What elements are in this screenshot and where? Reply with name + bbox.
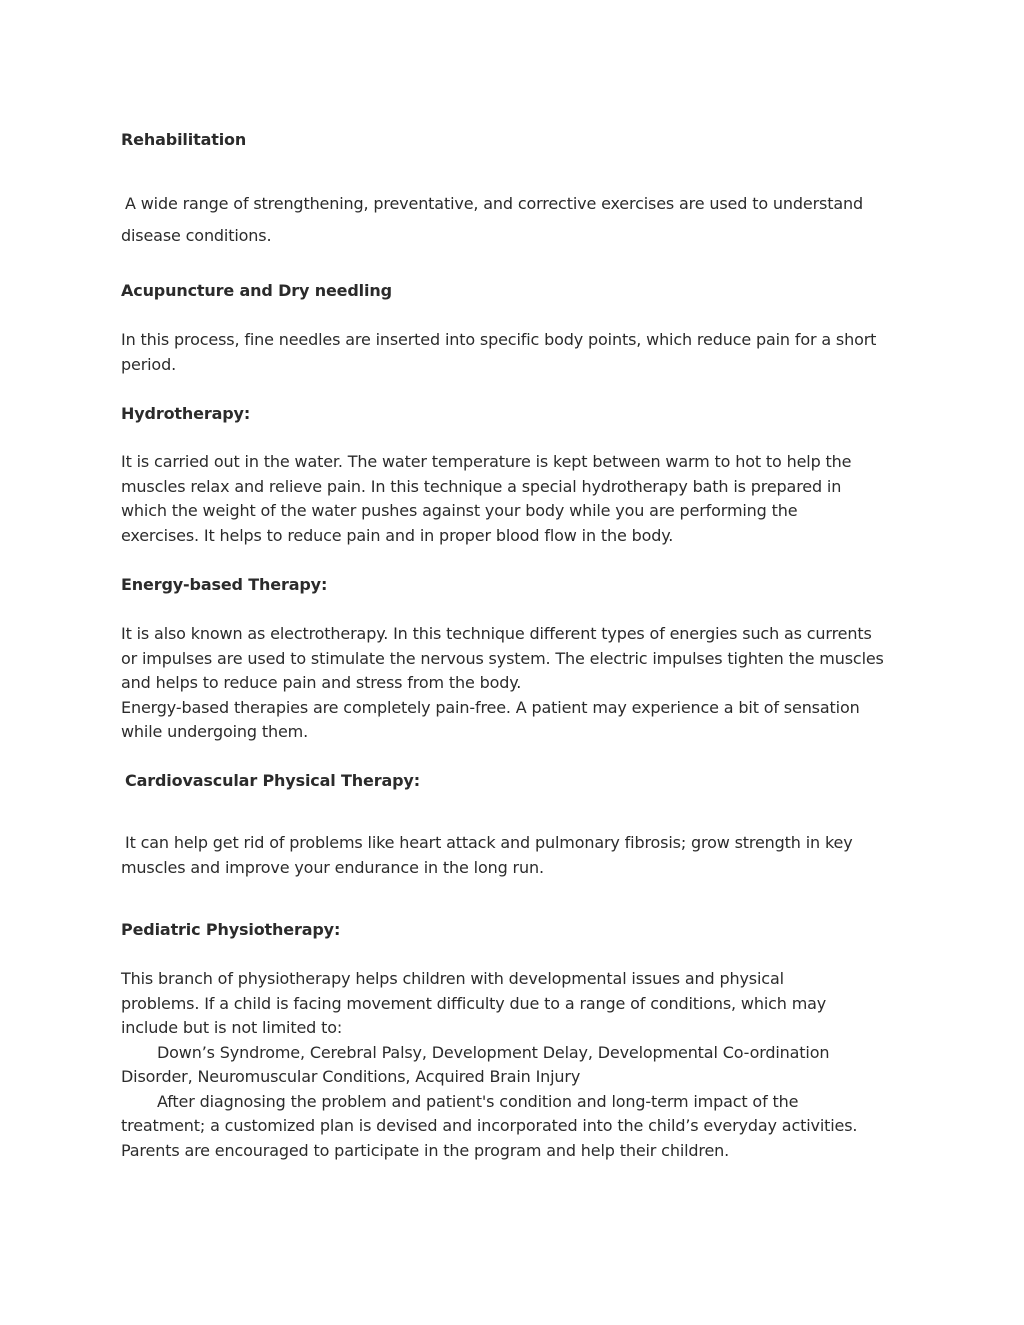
section-body-hydrotherapy xyxy=(121,450,911,548)
section-heading-pediatric-physiotherapy: Pediatric Physiotherapy: xyxy=(121,920,341,939)
section-body-pediatric-physiotherapy xyxy=(121,967,911,1163)
body-line: Disorder, Neuromuscular Conditions, Acquired Brain Injury xyxy=(121,1067,581,1086)
body-line: Energy-based therapies are completely pain-free. A patient may experience a bit of sensation xyxy=(121,697,860,717)
section-heading-cardiovascular-therapy: Cardiovascular Physical Therapy: xyxy=(125,771,420,790)
body-line: muscles and improve your endurance in the long run. xyxy=(121,857,544,877)
body-line: disease conditions. xyxy=(121,226,272,245)
section-body-acupuncture xyxy=(121,328,911,377)
body-line: It is also known as electrotherapy. In this technique different types of energies such as currents xyxy=(121,624,872,643)
body-line: In this process, fine needles are inserted into specific body points, which reduce pain for a short xyxy=(121,330,877,349)
body-line: while undergoing them. xyxy=(121,722,309,741)
body-line: and helps to reduce pain and stress from the body. xyxy=(121,673,522,692)
body-line: which the weight of the water pushes against your body while you are performing the xyxy=(121,501,798,520)
section-body-cardiovascular-therapy xyxy=(121,831,911,880)
section-heading-energy-based-therapy: Energy-based Therapy: xyxy=(121,575,328,594)
body-line: or impulses are used to stimulate the nervous system. The electric impulses tighten the muscles xyxy=(121,648,884,668)
body-line: period. xyxy=(121,354,177,374)
body-line: muscles relax and relieve pain. In this technique a special hydrotherapy bath is prepared in xyxy=(121,476,842,496)
section-heading-acupuncture: Acupuncture and Dry needling xyxy=(121,281,392,300)
section-body-rehabilitation xyxy=(121,188,911,252)
body-line: A wide range of strengthening, preventative, and corrective exercises are used to understand xyxy=(125,194,863,213)
body-line: exercises. It helps to reduce pain and in proper blood flow in the body. xyxy=(121,525,674,545)
body-line: problems. If a child is facing movement difficulty due to a range of conditions, which may xyxy=(121,993,827,1013)
section-heading-hydrotherapy: Hydrotherapy: xyxy=(121,404,251,423)
section-body-energy-based-therapy xyxy=(121,622,911,745)
body-line: Down’s Syndrome, Cerebral Palsy, Development Delay, Developmental Co-ordination xyxy=(157,1042,830,1062)
body-line: treatment; a customized plan is devised and incorporated into the child’s everyday activities. xyxy=(121,1116,858,1135)
body-line: This branch of physiotherapy helps children with developmental issues and physical xyxy=(121,969,784,988)
body-line: include but is not limited to: xyxy=(121,1018,343,1037)
section-heading-rehabilitation: Rehabilitation xyxy=(121,130,247,149)
body-line: It is carried out in the water. The water temperature is kept between warm to hot to help the xyxy=(121,452,852,471)
body-line: It can help get rid of problems like heart attack and pulmonary fibrosis; grow strength in key xyxy=(125,833,853,852)
body-line: Parents are encouraged to participate in the program and help their children. xyxy=(121,1140,730,1160)
body-line: After diagnosing the problem and patient's condition and long-term impact of the xyxy=(157,1091,799,1111)
